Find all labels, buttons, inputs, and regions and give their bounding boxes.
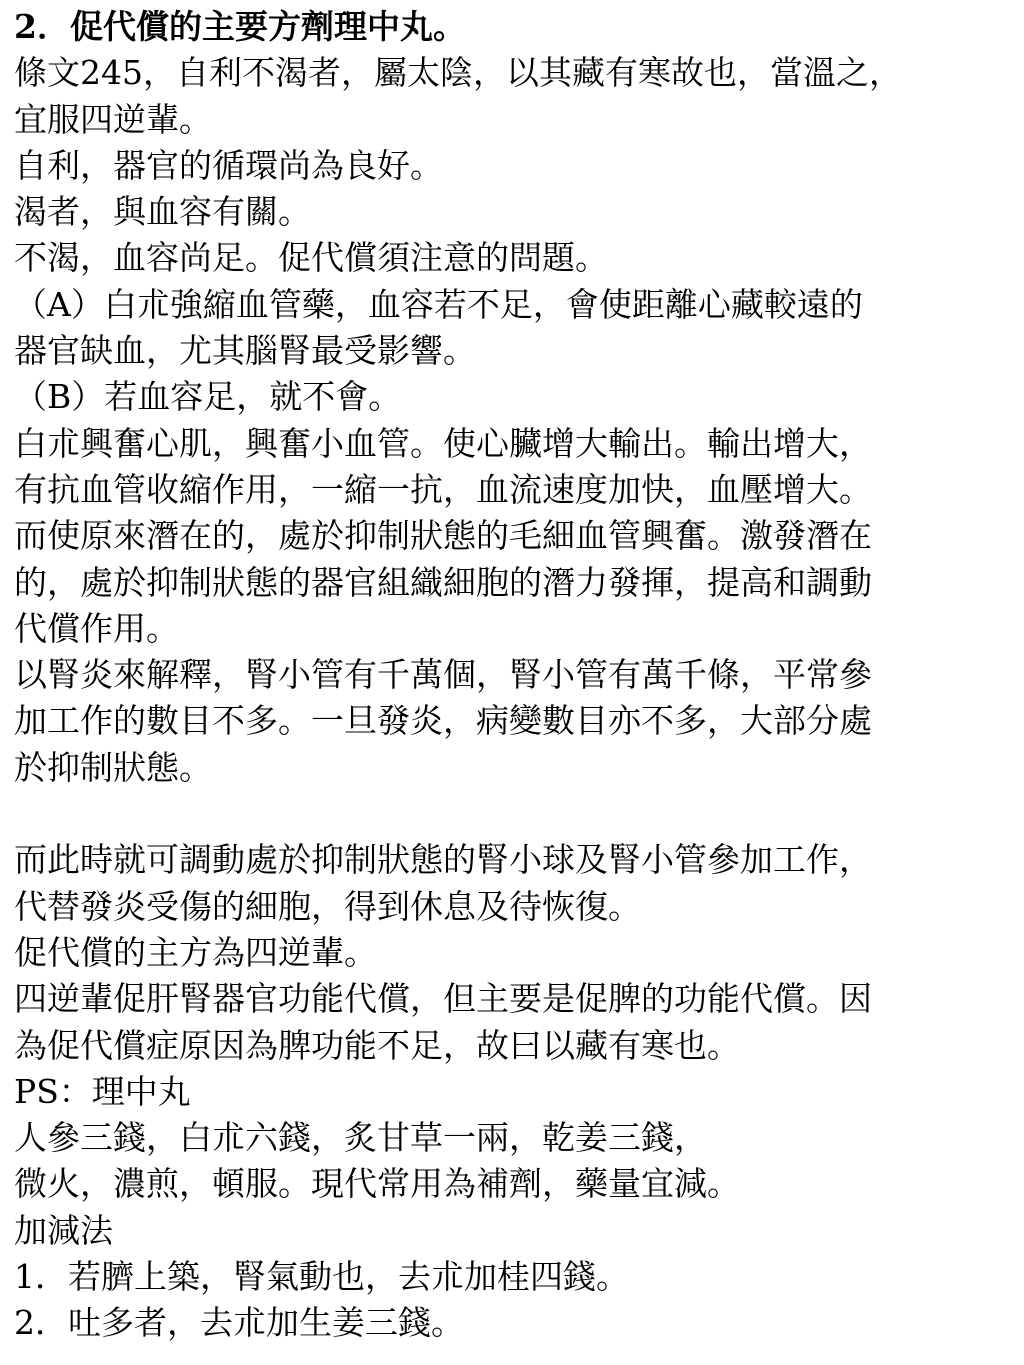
text-line: 四逆輩促肝腎器官功能代償，但主要是促脾的功能代償。因 <box>14 979 872 1019</box>
text-line: 微火，濃煎，頓服。現代常用為補劑，藥量宜減。 <box>14 1164 740 1204</box>
document-page <box>14 4 1010 1347</box>
text-line: 加減法 <box>14 1210 113 1250</box>
text-line: 條文245，自利不渴者，屬太陰，以其藏有寒故也，當溫之， <box>14 53 902 93</box>
text-line: PS：理中丸 <box>14 1071 191 1111</box>
text-line: 有抗血管收縮作用，一縮一抗，血流速度加快，血壓增大。 <box>14 469 872 509</box>
text-line: 促代償的主方為四逆輩。 <box>14 932 377 972</box>
text-line: 人參三錢，白朮六錢，炙甘草一兩，乾姜三錢， <box>14 1118 707 1158</box>
text-line: 以腎炎來解釋，腎小管有千萬個，腎小管有萬千條，平常參 <box>14 655 872 695</box>
text-line: 代償作用。 <box>14 608 179 648</box>
text-line: 而此時就可調動處於抑制狀態的腎小球及腎小管參加工作， <box>14 840 872 880</box>
text-line: 於抑制狀態。 <box>14 747 212 787</box>
text-line: 的，處於抑制狀態的器官組織細胞的潛力發揮，提高和調動 <box>14 562 872 602</box>
text-line: 為促代償症原因為脾功能不足，故曰以藏有寒也。 <box>14 1025 740 1065</box>
text-line: 不渴，血容尚足。促代償須注意的問題。 <box>14 238 608 278</box>
text-line: 白朮興奮心肌，興奮小血管。使心臟增大輸出。輸出增大， <box>14 423 872 463</box>
document-title: 2．促代償的主要方劑理中丸。 <box>14 7 466 46</box>
text-line: 加工作的數目不多。一旦發炎，病變數目亦不多，大部分處 <box>14 701 872 741</box>
paragraph-gap <box>14 791 1010 837</box>
text-line: 渴者，與血容有關。 <box>14 192 311 232</box>
text-line: 而使原來潛在的，處於抑制狀態的毛細血管興奮。激發潛在 <box>14 516 872 556</box>
text-line: 宜服四逆輩。 <box>14 99 212 139</box>
text-line: 代替發炎受傷的細胞，得到休息及待恢復。 <box>14 886 641 926</box>
text-line: 1．若臍上築，腎氣動也，去朮加桂四錢。 <box>14 1257 629 1297</box>
text-line: 器官缺血，尤其腦腎最受影響。 <box>14 331 476 371</box>
text-line: （A）白朮強縮血管藥，血容若不足，會使距離心藏較遠的 <box>14 284 863 324</box>
text-line: （B）若血容足，就不會。 <box>14 377 402 417</box>
text-line: 自利，器官的循環尚為良好。 <box>14 145 443 185</box>
text-line: 2．吐多者，去朮加生姜三錢。 <box>14 1303 464 1343</box>
